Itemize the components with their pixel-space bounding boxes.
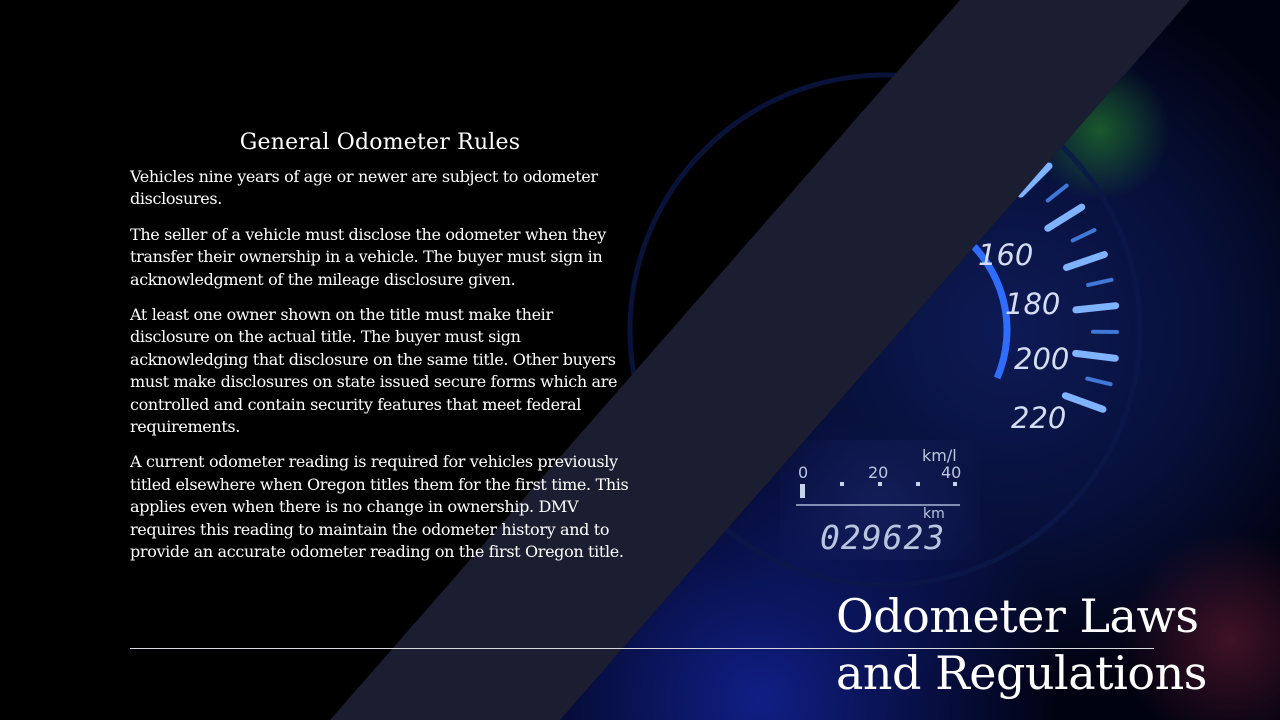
slide-title-line: and Regulations [836, 646, 1207, 700]
speed-label: 200 [1014, 342, 1070, 376]
trip-lcd [780, 440, 980, 560]
fuel-unit-label: km/l [922, 446, 957, 465]
paragraph: Vehicles nine years of age or newer are subject to odometer disclosures. [130, 167, 598, 209]
body-text [130, 128, 630, 577]
speed-label: 220 [1011, 401, 1067, 435]
section-heading: General Odometer Rules [239, 130, 521, 155]
gauge-tick [1076, 353, 1116, 358]
slide-title [836, 588, 1256, 702]
paragraph: At least one owner shown on the title must make their disclosure on the actual title. The buyer must sign acknowledging that disclosure on the same title. Other buyers must make disclosures on state issued secure forms which are controlled and contain security features that meet federal requirements. [130, 305, 618, 437]
paragraph: The seller of a vehicle must disclose the odometer when they transfer their ownership in a vehicle. The buyer must sign in acknowledgment of the mileage disclosure given. [130, 224, 606, 289]
slide-title-line: Odometer Laws [836, 589, 1199, 643]
speed-label: 160 [978, 238, 1034, 272]
paragraph: A current odometer reading is required for vehicles previously titled elsewhere when Oregon titles them for the first time. This applies even when there is no change in ownership. DMV requires this reading to maintain the odometer history and to provide an accurate odometer reading on the first Oregon title. [130, 452, 629, 562]
fuel-scale-label: 40 [941, 463, 962, 482]
odometer-reading: 029623 [820, 518, 946, 557]
speed-label: 180 [1005, 287, 1061, 321]
odometer-unit-label: km [923, 506, 945, 522]
fuel-scale-label: 20 [868, 463, 889, 482]
gauge-tick [1076, 306, 1116, 310]
fuel-scale-label: 0 [798, 463, 809, 482]
